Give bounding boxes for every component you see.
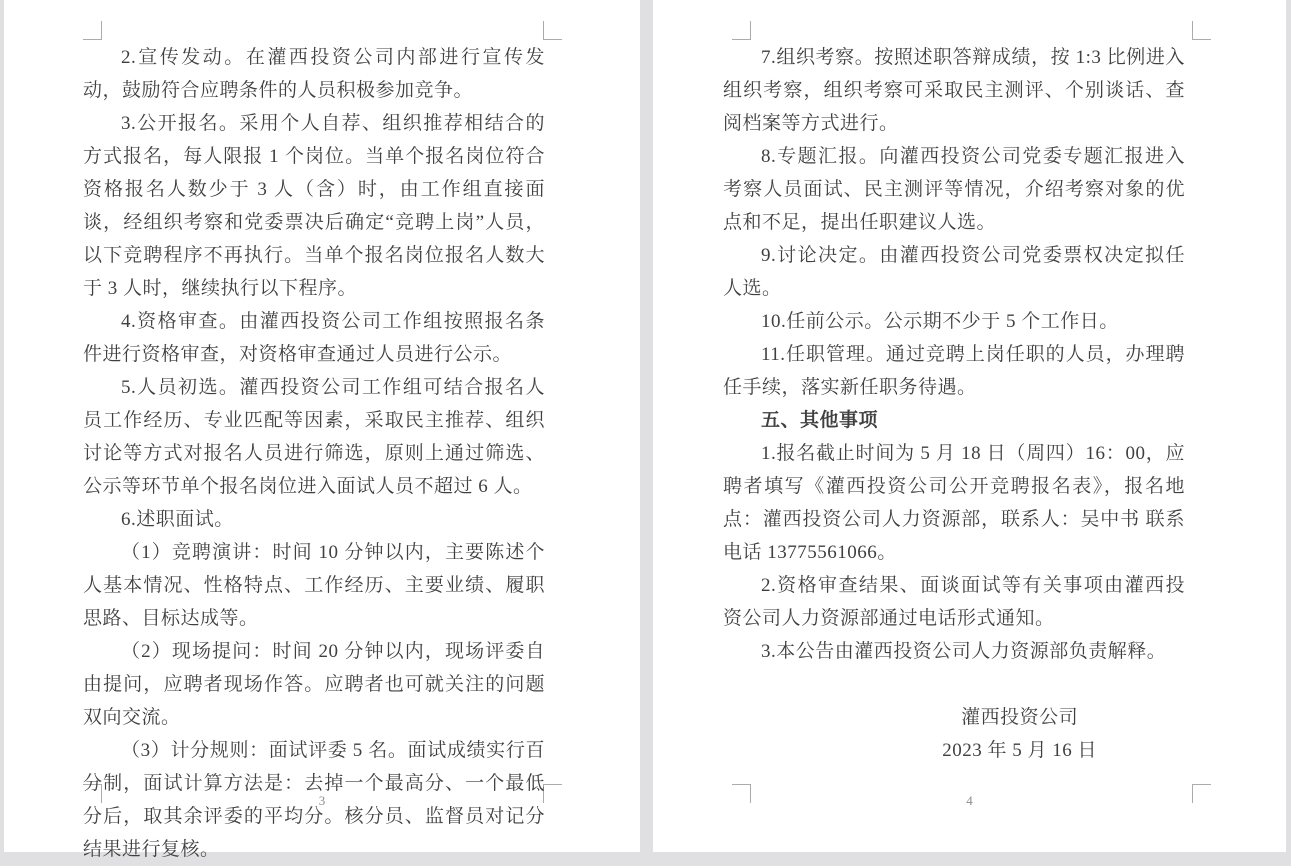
paragraph: 8.专题汇报。向灌西投资公司党委专题汇报进入考察人员面试、民主测评等情况，介绍考察对象的优点和不足，提出任职建议人选。 xyxy=(723,146,1185,233)
page-number: 3 xyxy=(318,793,326,808)
paragraph: 11.任职管理。通过竞聘上岗任职的人员，办理聘任手续，落实新任职务待遇。 xyxy=(723,344,1185,398)
page-number: 4 xyxy=(966,793,973,808)
paragraph: 2.宣传发动。在灌西投资公司内部进行宣传发动，鼓励符合应聘条件的人员积极参加竞争。 xyxy=(83,47,545,101)
section-heading: 五、其他事项 xyxy=(761,410,879,431)
paragraph: 6.述职面试。 xyxy=(121,509,234,530)
signature-date: 2023 年 5 月 16 日 xyxy=(942,740,1097,761)
crop-mark-top-left xyxy=(732,21,751,40)
paragraph: 2.资格审查结果、面谈面试等有关事项由灌西投资公司人力资源部通过电话形式通知。 xyxy=(723,575,1185,629)
paragraph: 9.讨论决定。由灌西投资公司党委票权决定拟任人选。 xyxy=(723,245,1185,299)
page-3-text-body xyxy=(83,41,545,866)
paragraph: （1）竞聘演讲：时间 10 分钟以内，主要陈述个人基本情况、性格特点、工作经历、主要业绩、履职思路、目标达成等。 xyxy=(83,542,545,629)
crop-mark-top-left xyxy=(83,21,102,40)
paragraph: 3.公开报名。采用个人自荐、组织推荐相结合的方式报名，每人限报 1 个岗位。当单个报名岗位符合资格报名人数少于 3 人（含）时，由工作组直接面谈，经组织考察和党委票决后确定“竞聘上岗”人员，以下竞聘程序不再执行。当单个报名岗位报名人数大于 3 人时，继续执行以下程序。 xyxy=(83,113,545,299)
paragraph: 1.报名截止时间为 5 月 18 日（周四）16：00，应聘者填写《灌西投资公司公开竞聘报名表》，报名地点：灌西投资公司人力资源部，联系人：吴中书 联系电话 13775561066。 xyxy=(723,443,1185,563)
signature-company: 灌西投资公司 xyxy=(961,707,1079,728)
crop-mark-top-right xyxy=(1192,21,1211,40)
paragraph: （3）计分规则：面试评委 5 名。面试成绩实行百分制，面试计算方法是：去掉一个最高分、一个最低分后，取其余评委的平均分。核分员、监督员对记分结果进行复核。 xyxy=(83,740,545,860)
document-page-4[interactable] xyxy=(653,0,1286,852)
paragraph: 5.人员初选。灌西投资公司工作组可结合报名人员工作经历、专业匹配等因素，采取民主推荐、组织讨论等方式对报名人员进行筛选，原则上通过筛选、公示等环节单个报名岗位进入面试人员不超过 6 人。 xyxy=(83,377,545,497)
paragraph: 4.资格审查。由灌西投资公司工作组按照报名条件进行资格审查，对资格审查通过人员进行公示。 xyxy=(83,311,545,365)
page-4-text-body xyxy=(723,41,1185,767)
crop-mark-top-right xyxy=(543,21,562,40)
paragraph: 10.任前公示。公示期不少于 5 个工作日。 xyxy=(761,311,1119,332)
document-page-3[interactable] xyxy=(4,0,640,860)
paragraph: （2）现场提问：时间 20 分钟以内，现场评委自由提问，应聘者现场作答。应聘者也可就关注的问题双向交流。 xyxy=(83,641,545,728)
paragraph: 3.本公告由灌西投资公司人力资源部负责解释。 xyxy=(761,641,1167,662)
signature-block xyxy=(942,701,1097,767)
paragraph: 7.组织考察。按照述职答辩成绩，按 1:3 比例进入组织考察，组织考察可采取民主测评、个别谈话、查阅档案等方式进行。 xyxy=(723,47,1185,134)
